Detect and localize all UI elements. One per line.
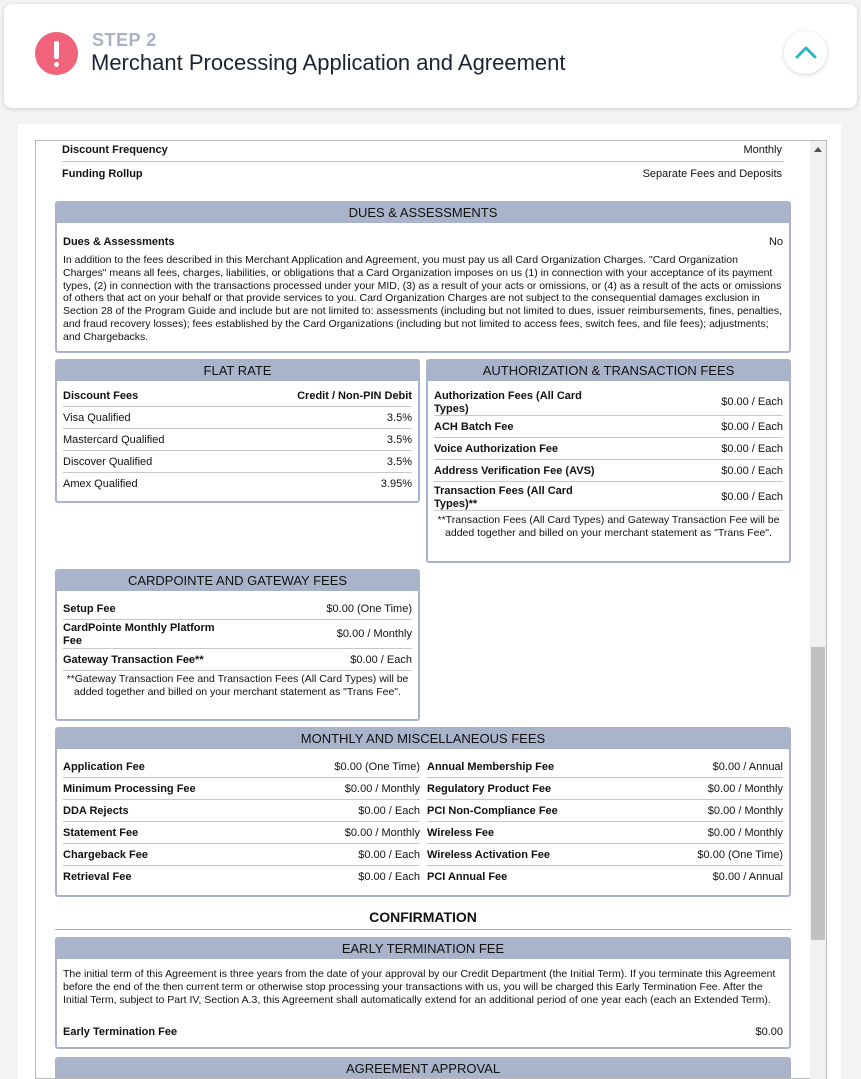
monthly-right-label: Annual Membership Fee xyxy=(427,761,555,773)
monthly-right-label: PCI Non-Compliance Fee xyxy=(427,805,558,817)
monthly-left-value: $0.00 (One Time) xyxy=(334,761,420,773)
scroll-thumb[interactable] xyxy=(811,647,825,940)
cardpointe-row-label: Gateway Transaction Fee** xyxy=(63,654,204,666)
page-title: Merchant Processing Application and Agreement xyxy=(91,50,566,75)
flat-rate-row-value: 3.95% xyxy=(380,478,412,490)
early-termination-label: Early Termination Fee xyxy=(63,1026,178,1038)
early-termination-title: EARLY TERMINATION FEE xyxy=(57,939,789,959)
monthly-right-value: $0.00 / Monthly xyxy=(707,827,783,839)
flat-rate-row-value: 3.5% xyxy=(386,412,412,424)
cardpointe-row-value: $0.00 / Each xyxy=(350,654,412,666)
discount-fees-header: Discount Fees xyxy=(63,390,139,402)
monthly-right-value: $0.00 / Monthly xyxy=(707,805,783,817)
auth-note: **Transaction Fees (All Card Types) and Gateway Transaction Fee will be added together and billed on your merchant statement as "Trans Fee". xyxy=(437,514,780,539)
authorization-fees-title: AUTHORIZATION & TRANSACTION FEES xyxy=(428,361,789,381)
cardpointe-fees-section xyxy=(55,569,420,721)
monthly-right-value: $0.00 / Annual xyxy=(712,761,783,773)
step-header xyxy=(4,4,857,108)
auth-row-value: $0.00 / Each xyxy=(721,465,783,477)
monthly-left-value: $0.00 / Each xyxy=(358,805,420,817)
flat-rate-row-label: Visa Qualified xyxy=(63,412,131,424)
monthly-right-label: Wireless Fee xyxy=(427,827,495,839)
flat-rate-row-label: Mastercard Qualified xyxy=(63,434,165,446)
monthly-left-value: $0.00 / Each xyxy=(358,849,420,861)
monthly-right-label: Regulatory Product Fee xyxy=(427,783,552,795)
agreement-approval-section xyxy=(55,1057,791,1079)
monthly-right-value: $0.00 / Monthly xyxy=(707,783,783,795)
monthly-fees-title: MONTHLY AND MISCELLANEOUS FEES xyxy=(57,729,789,749)
chevron-up-icon xyxy=(794,43,818,63)
auth-row-label: Authorization Fees (All Card Types) xyxy=(434,390,582,415)
auth-row-value: $0.00 / Each xyxy=(721,421,783,433)
monthly-right-label: Wireless Activation Fee xyxy=(427,849,550,861)
flat-rate-row-label: Amex Qualified xyxy=(63,478,138,490)
agreement-approval-title: AGREEMENT APPROVAL xyxy=(57,1059,789,1079)
dues-assessments-value: No xyxy=(768,236,783,248)
auth-row-label: Voice Authorization Fee xyxy=(434,443,559,455)
flat-rate-row-value: 3.5% xyxy=(386,456,412,468)
funding-rollup-value: Separate Fees and Deposits xyxy=(642,168,782,180)
dues-assessments-text: In addition to the fees described in this Merchant Application and Agreement, you must pay us all Card Organization Charges. "Card Organization Charges" means all fees, charges, liabilities, or obligations that a Card Organization imposes on us (1) in connection with your acceptance of its payment types, (2) in connection with the transactions processed under your MID, (3) as a result of your acts or omissions, or (4) as a result of the acts or omissions of others that act on your behalf or that provide services to you. Card Organization Charges are not subject to the consequential damages exclusion in Section 28 of the Program Guide and include but are not limited to: assessments (including but not limited to dues, issuer reimbursements, fines, penalties, and fraud recovery losses); fees established by the Card Organizations (including but not limited to access fees, switch fees, and file fees); adjustments; and Chargebacks. xyxy=(63,254,783,343)
flat-rate-row-label: Discover Qualified xyxy=(63,456,153,468)
agreement-document[interactable] xyxy=(35,140,827,1079)
auth-row-value: $0.00 / Each xyxy=(721,396,783,408)
cardpointe-fees-title: CARDPOINTE AND GATEWAY FEES xyxy=(57,571,418,591)
collapse-button[interactable] xyxy=(784,31,827,74)
auth-row-label: Transaction Fees (All Card Types)** xyxy=(434,485,573,510)
monthly-right-label: PCI Annual Fee xyxy=(427,871,508,883)
cardpointe-note: **Gateway Transaction Fee and Transaction Fees (All Card Types) will be added together and billed on your merchant statement as "Trans Fee". xyxy=(66,673,409,698)
dues-assessments-title: DUES & ASSESSMENTS xyxy=(57,203,789,223)
flat-rate-title: FLAT RATE xyxy=(57,361,418,381)
discount-frequency-label: Discount Frequency xyxy=(62,144,168,156)
auth-row-value: $0.00 / Each xyxy=(721,491,783,503)
flat-rate-section xyxy=(55,359,420,503)
scroll-up-arrow-icon[interactable] xyxy=(814,147,822,152)
early-termination-section xyxy=(55,937,791,1049)
monthly-left-value: $0.00 / Monthly xyxy=(344,827,420,839)
document-scrollbar[interactable] xyxy=(810,141,826,1079)
monthly-left-label: Chargeback Fee xyxy=(63,849,148,861)
auth-row-label: ACH Batch Fee xyxy=(434,421,514,433)
credit-debit-header: Credit / Non-PIN Debit xyxy=(297,390,412,402)
monthly-left-label: Retrieval Fee xyxy=(63,871,132,883)
authorization-fees-section xyxy=(426,359,791,563)
funding-rollup-label: Funding Rollup xyxy=(62,168,143,180)
alert-icon xyxy=(35,32,78,75)
monthly-left-value: $0.00 / Monthly xyxy=(344,783,420,795)
dues-assessments-label: Dues & Assessments xyxy=(63,236,175,248)
early-termination-text: The initial term of this Agreement is three years from the date of your approval by our Credit Department (the Initial Term). If you terminate this Agreement before the end of the then current term or otherwise stop processing your transactions with us, you will be charged this Early Termination Fee. After the Initial Term, subject to Part IV, Section A.3, this Agreement shall automatically extend for an additional period of one year each (each an Extended Term). xyxy=(63,968,776,1006)
dues-assessments-section xyxy=(55,201,791,353)
cardpointe-row-label: CardPointe Monthly Platform Fee xyxy=(63,622,215,647)
monthly-right-value: $0.00 / Annual xyxy=(712,871,783,883)
step-label: STEP 2 xyxy=(92,30,157,50)
monthly-left-label: Minimum Processing Fee xyxy=(63,783,196,795)
cardpointe-row-value: $0.00 (One Time) xyxy=(326,603,412,615)
monthly-fees-section xyxy=(55,727,791,897)
auth-row-label: Address Verification Fee (AVS) xyxy=(434,465,595,477)
monthly-right-value: $0.00 (One Time) xyxy=(697,849,783,861)
flat-rate-row-value: 3.5% xyxy=(386,434,412,446)
confirmation-title: CONFIRMATION xyxy=(369,909,477,925)
monthly-left-label: Statement Fee xyxy=(63,827,139,839)
auth-row-value: $0.00 / Each xyxy=(721,443,783,455)
cardpointe-row-value: $0.00 / Monthly xyxy=(336,628,412,640)
discount-frequency-value: Monthly xyxy=(743,144,782,156)
monthly-left-label: Application Fee xyxy=(63,761,145,773)
monthly-left-label: DDA Rejects xyxy=(63,805,129,817)
early-termination-value: $0.00 xyxy=(755,1026,783,1038)
monthly-left-value: $0.00 / Each xyxy=(358,871,420,883)
cardpointe-row-label: Setup Fee xyxy=(63,603,116,615)
